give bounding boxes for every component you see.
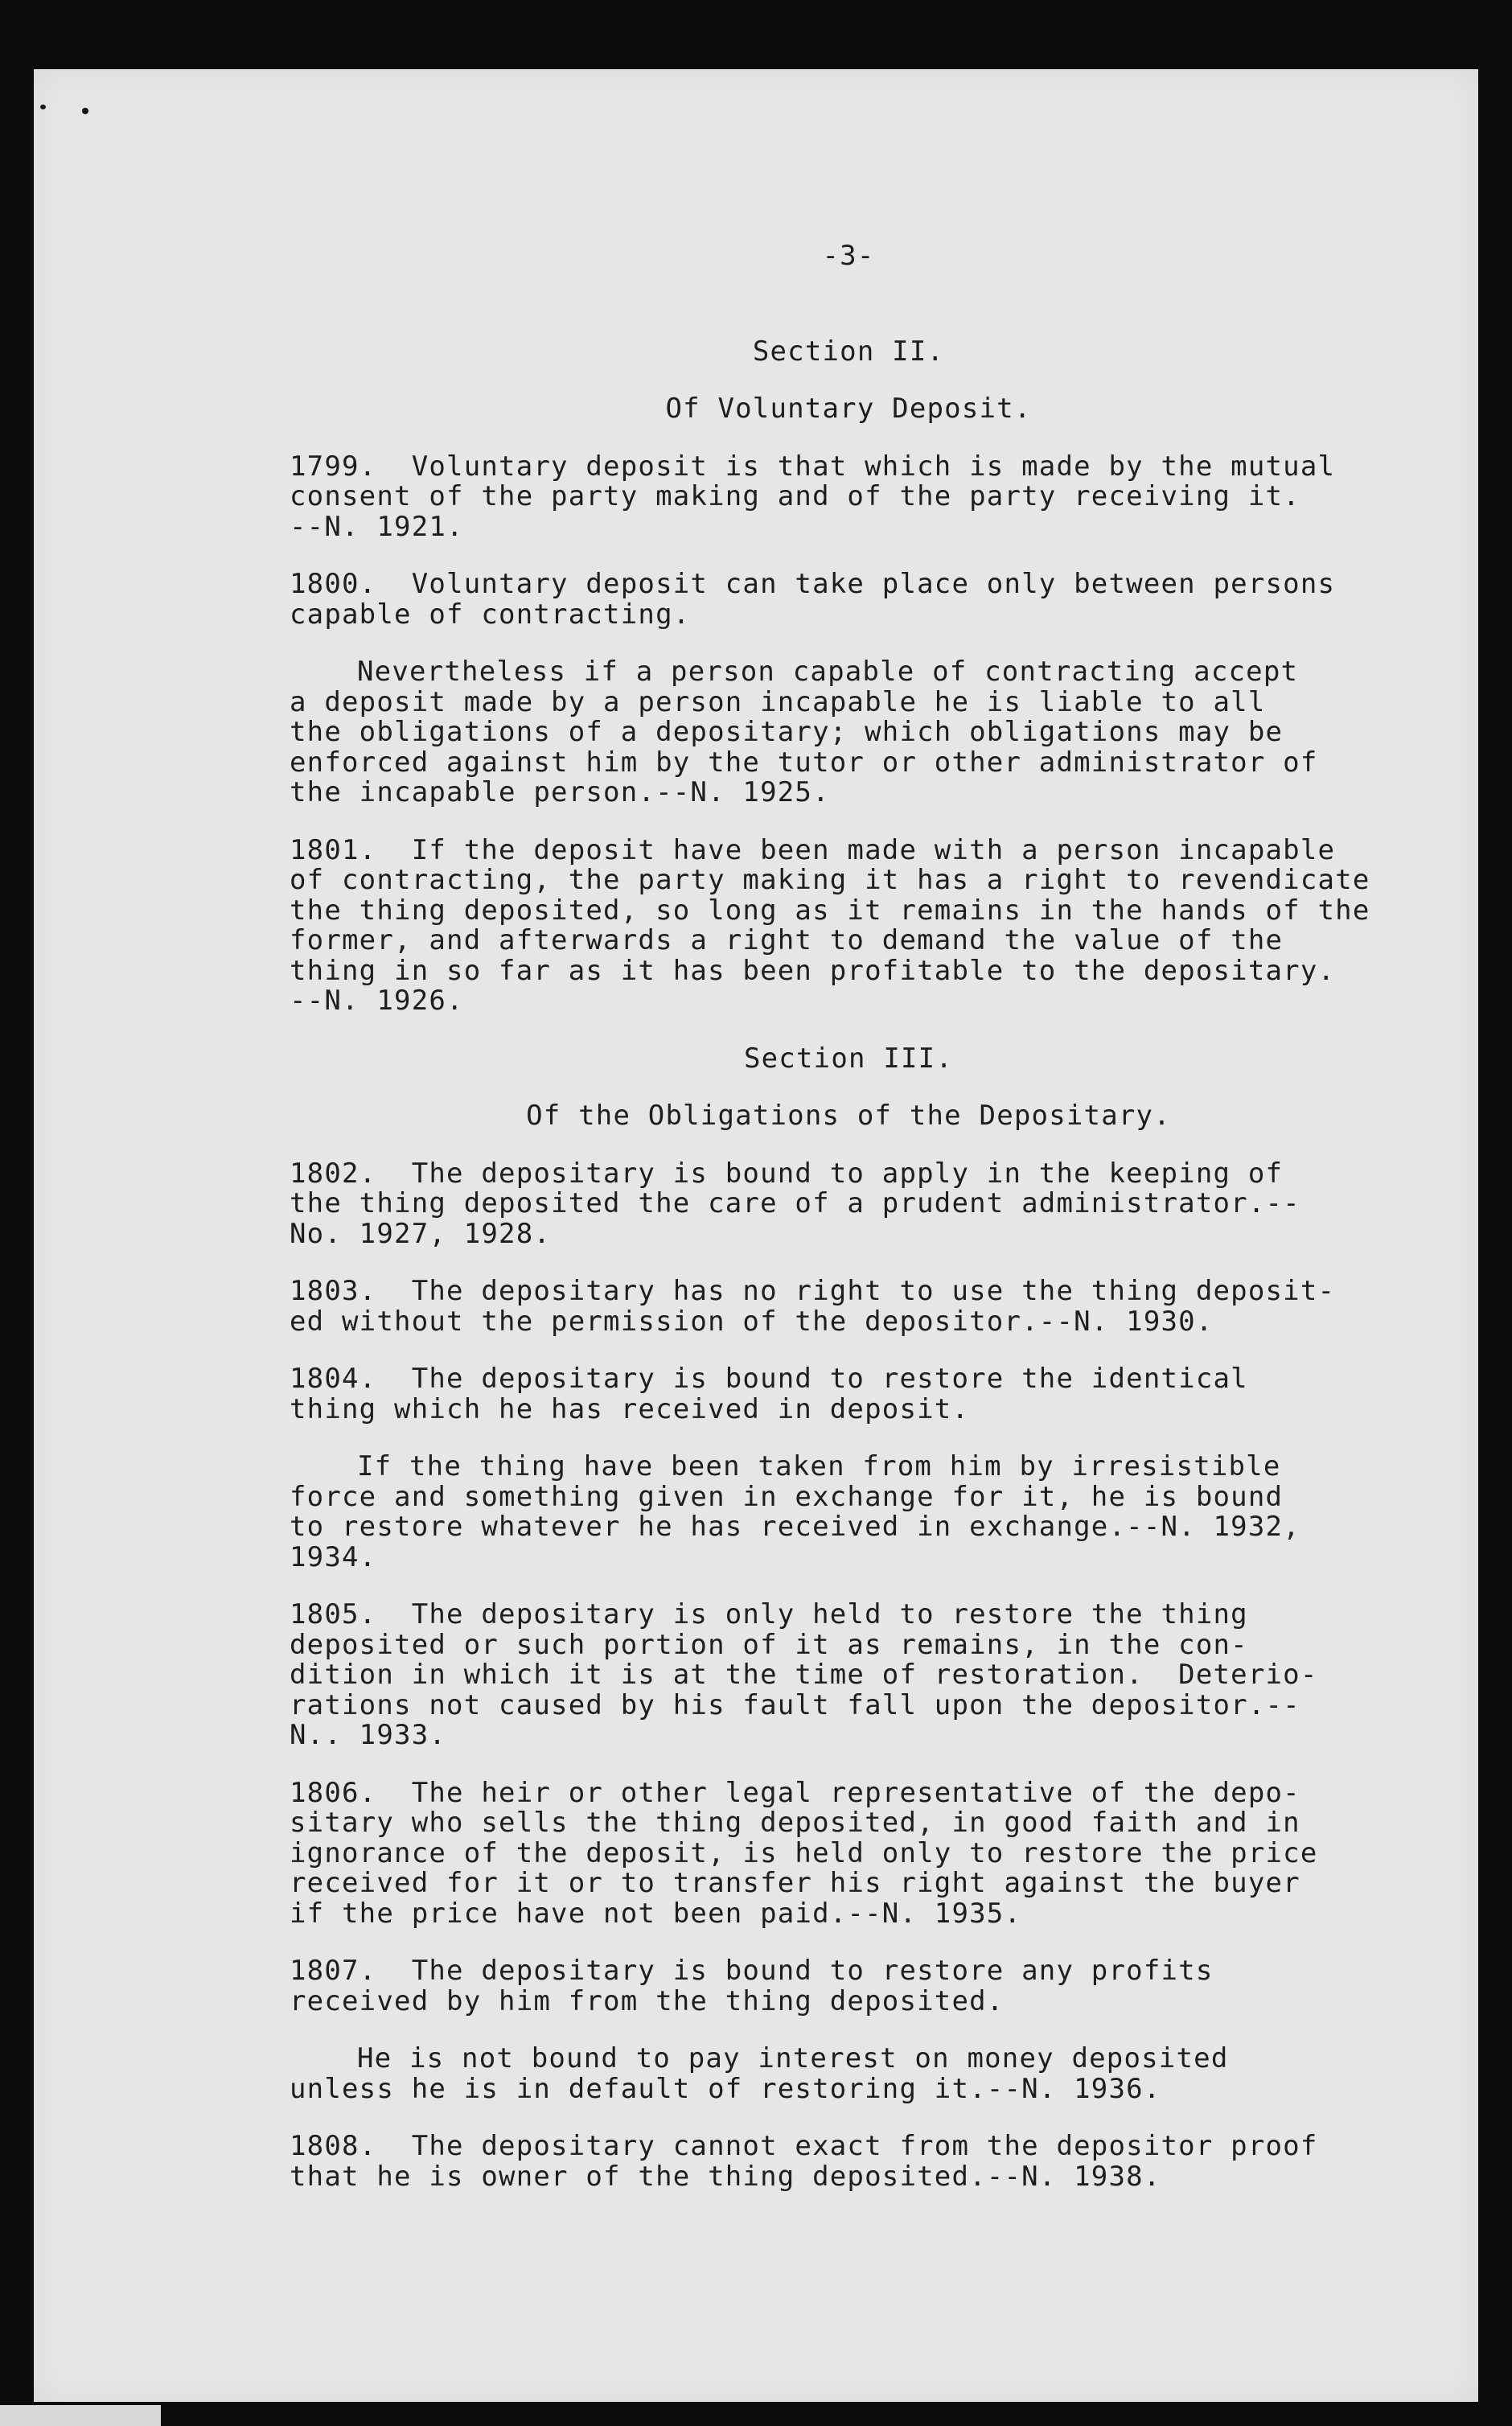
paragraph-line: the thing deposited the care of a prudent administrator.-- <box>290 1187 1300 1219</box>
paragraph-line: received for it or to transfer his right against the buyer <box>290 1867 1300 1899</box>
paragraph-line: if the price have not been paid.--N. 1935. <box>290 1897 1022 1930</box>
paragraph-line: 1803. The depositary has no right to use the thing deposit- <box>290 1275 1336 1307</box>
article-paragraph <box>290 1778 1407 1930</box>
paragraph-line: former, and afterwards a right to demand the value of the <box>290 924 1284 956</box>
paragraph-line: --N. 1921. <box>290 510 464 543</box>
paragraph-line: dition in which it is at the time of restoration. Deterio- <box>290 1659 1318 1691</box>
paragraph-line: 1808. The depositary cannot exact from the depositor proof <box>290 2130 1318 2162</box>
paragraph-line: received by him from the thing deposited. <box>290 1984 1005 2017</box>
paragraph-line: 1800. Voluntary deposit can take place only between persons <box>290 568 1336 600</box>
paragraph-line: that he is owner of the thing deposited.--N. 1938. <box>290 2160 1161 2193</box>
paragraph-line: He is not bound to pay interest on money deposited <box>357 2042 1229 2074</box>
article-paragraph <box>290 452 1407 543</box>
scan-speck <box>40 105 46 109</box>
article-paragraph <box>290 2044 1407 2104</box>
section-subheading: Of Voluntary Deposit. <box>665 393 1032 425</box>
paragraph-line: the incapable person.--N. 1925. <box>290 776 830 808</box>
scan-speck <box>82 108 88 114</box>
article-paragraph <box>290 1364 1407 1425</box>
paragraph-line: --N. 1926. <box>290 985 464 1017</box>
paragraph-line: a deposit made by a person incapable he is liable to all <box>290 685 1266 718</box>
article-paragraph <box>290 2132 1407 2192</box>
paragraph-line: sitary who sells the thing deposited, in good faith and in <box>290 1807 1300 1839</box>
document-body <box>290 241 1407 2219</box>
section-heading: Section II. <box>752 335 945 368</box>
paragraph-line: If the thing have been taken from him by irresistible <box>357 1450 1281 1482</box>
paragraph-line: unless he is in default of restoring it.--N. 1936. <box>290 2072 1161 2105</box>
article-paragraph <box>290 1452 1407 1573</box>
article-paragraph <box>290 1277 1407 1337</box>
paragraph-line: thing which he has received in deposit. <box>290 1392 970 1425</box>
paragraph-line: force and something given in exchange for it, he is bound <box>290 1480 1284 1513</box>
paragraph-line: enforced against him by the tutor or other administrator of <box>290 746 1318 779</box>
paragraph-line: the thing deposited, so long as it remains in the hands of the <box>290 894 1370 927</box>
paragraph-line: 1934. <box>290 1540 377 1573</box>
paragraph-line: ed without the permission of the depositor.--N. 1930. <box>290 1305 1214 1338</box>
paragraph-line: ignorance of the deposit, is held only to restore the price <box>290 1836 1318 1869</box>
sections-container <box>290 337 1407 2193</box>
paragraph-line: 1801. If the deposit have been made with a person incapable <box>290 833 1336 866</box>
section-heading: Section III. <box>743 1042 954 1075</box>
paragraph-line: deposited or such portion of it as remains, in the con- <box>290 1628 1248 1661</box>
paragraph-line: Nevertheless if a person capable of contracting accept <box>357 656 1299 688</box>
paragraph-line: 1806. The heir or other legal representative of the depo- <box>290 1776 1300 1809</box>
paragraph-line: 1799. Voluntary deposit is that which is made by the mutual <box>290 450 1336 483</box>
paragraph-line: thing in so far as it has been profitable to the depositary. <box>290 954 1336 987</box>
paragraph-line: consent of the party making and of the party receiving it. <box>290 480 1300 512</box>
paragraph-line: rations not caused by his fault fall upon the depositor.-- <box>290 1688 1300 1721</box>
paragraph-line: capable of contracting. <box>290 598 691 631</box>
scan-edge-strip <box>0 2405 161 2426</box>
paragraph-line: the obligations of a depositary; which obligations may be <box>290 716 1284 748</box>
article-paragraph <box>290 833 1407 1017</box>
paragraph-line: 1805. The depositary is only held to restore the thing <box>290 1598 1248 1630</box>
page-number: -3- <box>822 240 875 272</box>
article-paragraph <box>290 1159 1407 1250</box>
paragraph-line: 1807. The depositary is bound to restore any profits <box>290 1955 1214 1987</box>
paragraph-line: No. 1927, 1928. <box>290 1217 552 1250</box>
paragraph-line: 1804. The depositary is bound to restore the identical <box>290 1363 1248 1395</box>
paragraph-line: to restore whatever he has received in exchange.--N. 1932, <box>290 1511 1300 1543</box>
article-paragraph <box>290 1600 1407 1751</box>
article-paragraph <box>290 569 1407 630</box>
section-subheading: Of the Obligations of the Depositary. <box>526 1100 1171 1132</box>
paragraph-line: 1802. The depositary is bound to apply in the keeping of <box>290 1157 1284 1190</box>
paragraph-line: N.. 1933. <box>290 1719 447 1751</box>
paragraph-line: of contracting, the party making it has a right to revendicate <box>290 864 1370 896</box>
article-paragraph <box>290 1956 1407 2017</box>
article-paragraph <box>290 657 1407 808</box>
